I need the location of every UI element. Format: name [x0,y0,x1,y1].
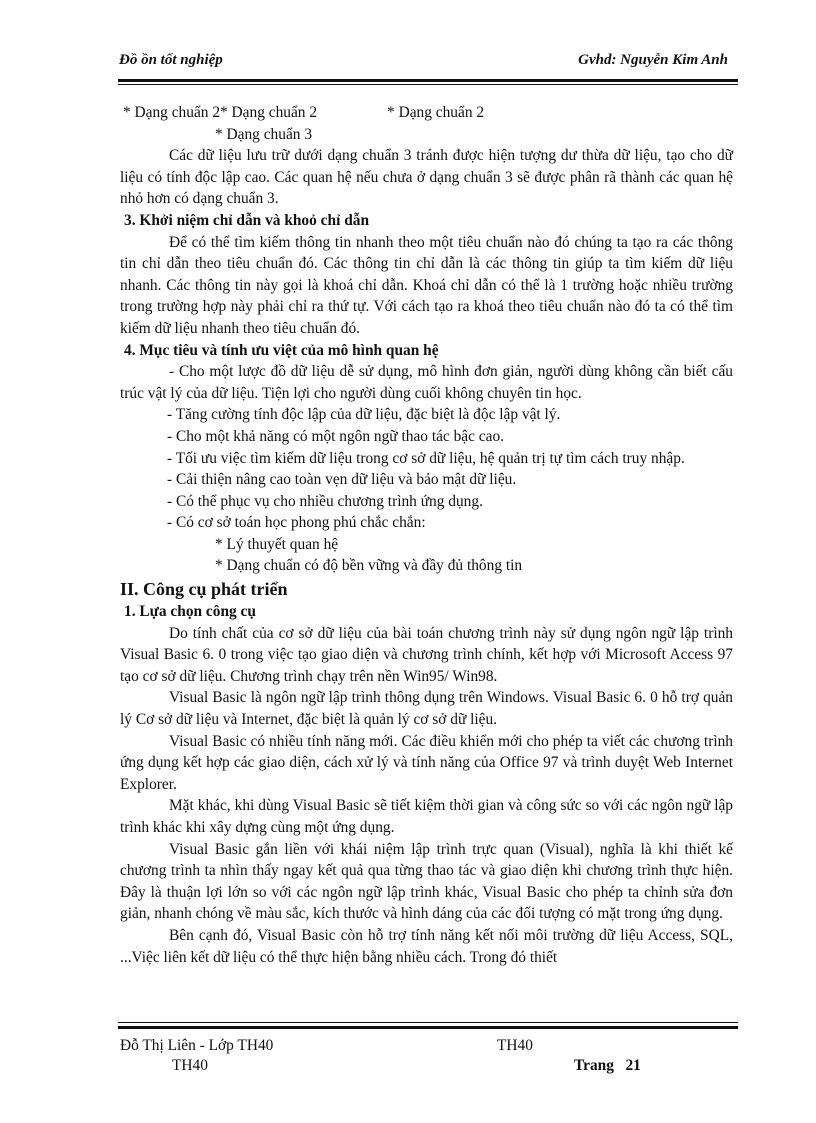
page-number-value: 21 [625,1057,641,1074]
list-line [120,102,733,124]
list-item: * Dạng chuẩn có độ bền vững và đầy đủ thông tin [215,557,523,575]
paragraph: Các dữ liệu lưu trữ dưới dạng chuẩn 3 tránh được hiện tượng dư thừa dữ liệu, tạo cho dữ liệu có tính độc lập cao. Các quan hệ nếu chưa ở dạng chuẩn 3 sẽ được phân rã thành các quan hệ nhỏ hơn có dạng chuẩn 3. [120,147,733,208]
subsection-heading: 1. Lựa chọn công cụ [124,603,256,621]
footer-author: Đỗ Thị Liên - Lớp TH40 [120,1037,274,1054]
paragraph: Visual Basic có nhiều tính năng mới. Các điều khiển mới cho phép ta viết các chương trình ứng dụng kết hợp các giao diện, cách xử lý và tính năng của Office 97 và trình duyệt Web Internet Explorer. [120,732,733,793]
list-item: * Lý thuyết quan hệ [215,535,339,553]
list-item: - Cho một lược đồ dữ liệu dễ sử dụng, mô hình đơn giản, người dùng không cần biết cấu trúc vật lý của dữ liệu. Tiện lợi cho người dùng cuối không chuyên tin học. [120,363,733,402]
footer-class-2: TH40 [172,1057,208,1074]
page-label: Trang [574,1057,614,1074]
list-item: * Dạng chuẩn 3 [215,125,313,143]
subsection-heading: 3. Khởi niệm chỉ dẫn và khoỏ chỉ dẫn [124,211,370,229]
header-rule [118,79,738,82]
footer-rule [118,1026,738,1029]
page-number [574,1057,641,1075]
list-item: - Tối ưu việc tìm kiếm dữ liệu trong cơ sở dữ liệu, hệ quản trị tự tìm cách truy nhập. [167,449,685,467]
list-item: - Có cơ sở toán học phong phú chắc chắn: [167,514,426,532]
list-item: - Tăng cường tính độc lập của dữ liệu, đặc biệt là độc lập vật lý. [167,406,561,424]
page-body [120,102,733,968]
paragraph: Mặt khác, khi dùng Visual Basic sẽ tiết kiệm thời gian và công sức so với các ngôn ngữ lập trình khác khi xây dựng cùng một ứng dụng. [120,797,733,836]
paragraph: Visual Basic gắn liền với khái niệm lập trình trực quan (Visual), nghĩa là khi thiết kế chương trình ta nhìn thấy ngay kết quả qua từng thao tác và giao diện khi chương trình thực hiện. Đây là thuận lợi lớn so với các ngôn ngữ lập trình khác, Visual Basic cho phép ta chỉnh sửa đơn giản, nhanh chóng về màu sắc, kích thước và hình dáng của các đối tượng có mặt trong ứng dụng. [120,840,733,923]
paragraph: Visual Basic là ngôn ngữ lập trình thông dụng trên Windows. Visual Basic 6. 0 hỗ trợ quản lý Cơ sở dữ liệu và Internet, đặc biệt là quản lý cơ sở dữ liệu. [120,689,733,729]
paragraph: Để có thể tìm kiếm thông tin nhanh theo một tiêu chuẩn nào đó chúng ta tạo ra các thông tin chỉ dẫn theo tiêu chuẩn đó. Các thông tin chỉ dẫn là các thông tin giúp ta tìm kiếm dữ liệu nhanh. Các thông tin này gọi là khoá chỉ dẫn. Khoá chỉ dẫn có thể là 1 trường hoặc nhiều trường trong trường hợp này phải chỉ ra thứ tự. Với cách tạo ra khoá theo tiêu chuẩn nào đó ta có thể tìm kiếm dữ liệu nhanh theo tiêu chuẩn đó. [120,233,733,337]
list-item: - Có thể phục vụ cho nhiều chương trình ứng dụng. [167,492,483,510]
list-item: * Dạng chuẩn 2* Dạng chuẩn 2 [123,104,318,121]
list-item: - Cho một khả năng có một ngôn ngữ thao tác bậc cao. [167,427,505,445]
header-rule-thin [118,84,738,85]
list-item: * Dạng chuẩn 2 [387,104,485,121]
paragraph: Do tính chất của cơ sở dữ liệu của bài toán chương trình này sử dụng ngôn ngữ lập trình Visual Basic 6. 0 trong việc tạo giao diện và chương trình chính, kết hợp với Microsoft Access 97 tạo cơ sở dữ liệu. Chương trình chạy trên nền Win95/ Win98. [120,624,733,685]
header-advisor: Gvhd: Nguyễn Kim Anh [578,52,728,68]
footer-class: TH40 [497,1037,533,1054]
subsection-heading: 4. Mục tiêu và tính ưu việt của mô hình quan hệ [124,341,439,359]
header-doc-title: Đồ ồn tốt nghiệp [119,52,223,68]
footer-rule-thin [118,1022,738,1023]
section-heading: II. Công cụ phát triển [120,579,288,600]
list-item: - Cải thiện nâng cao toàn vẹn dữ liệu và bảo mật dữ liệu. [167,471,517,489]
paragraph: Bên cạnh đó, Visual Basic còn hỗ trợ tính năng kết nối môi trường dữ liệu Access, SQL, ...Việc liên kết dữ liệu có thể thực hiện bằng nhiều cách. Trong đó thiết [120,926,733,966]
